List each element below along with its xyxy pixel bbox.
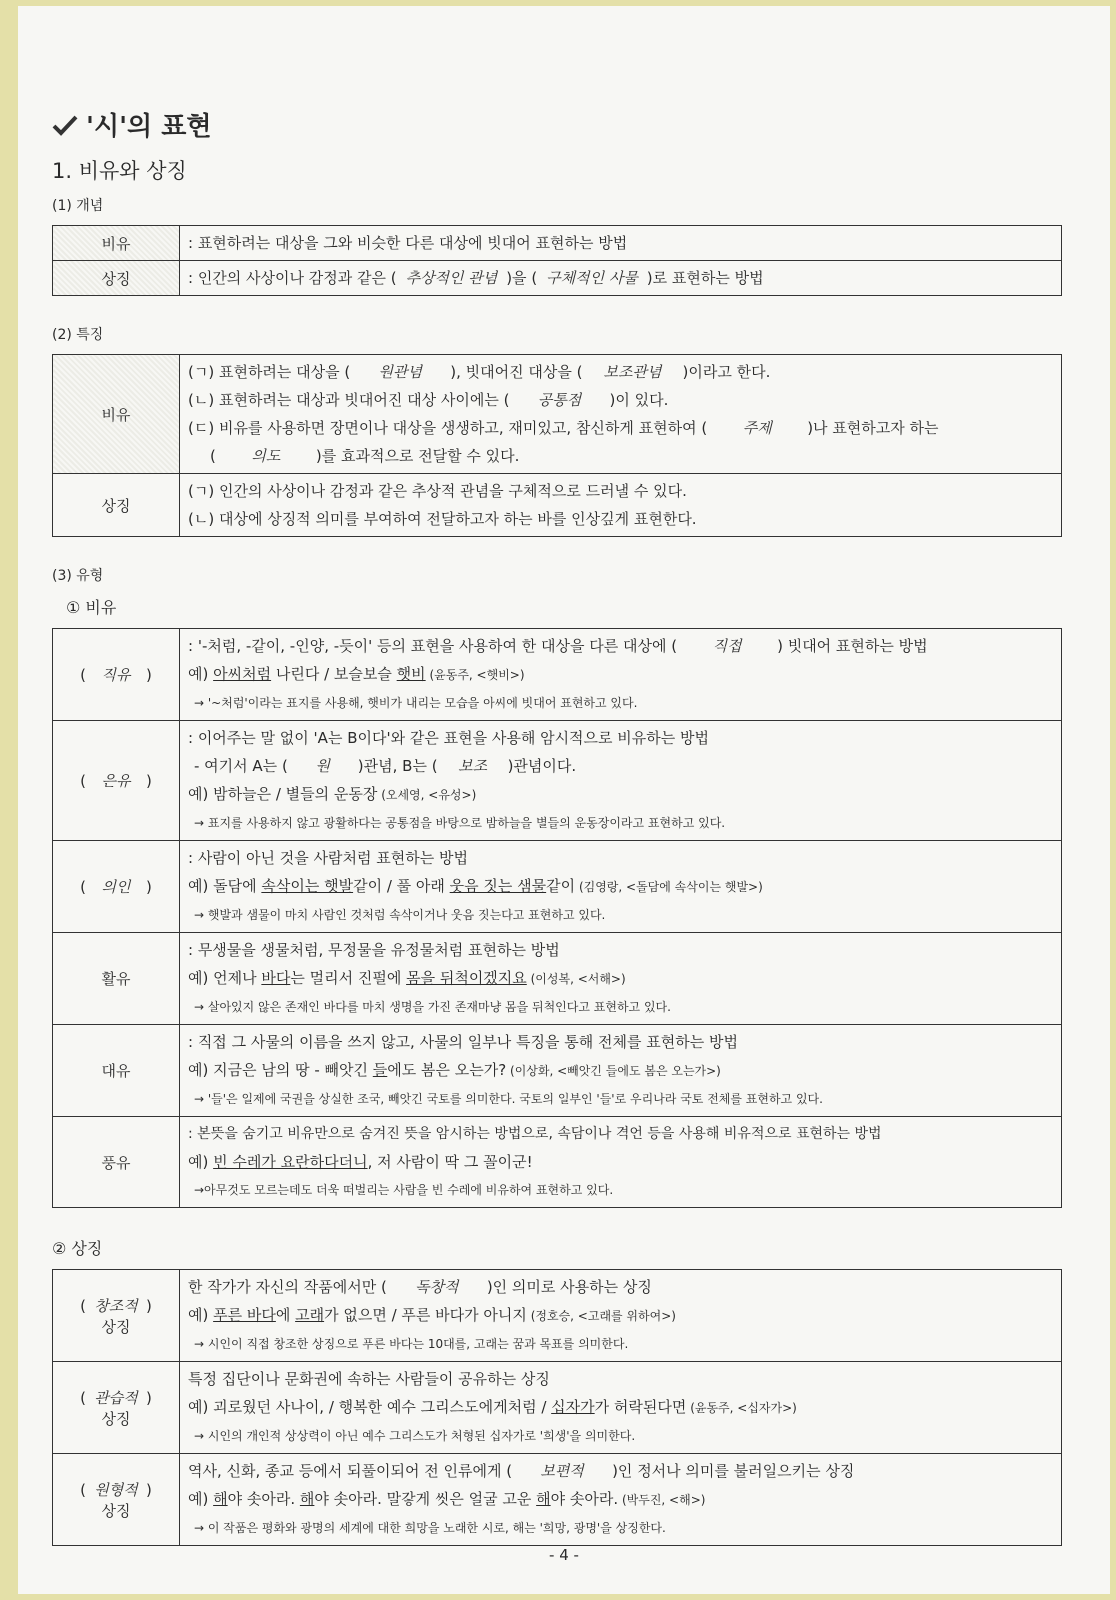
row-label: ( 원형적 ) 상징: [53, 1454, 180, 1546]
handwritten-answer: 추상적인 관념: [405, 269, 498, 287]
row-label: 비유: [53, 355, 180, 474]
row-text: 특정 집단이나 문화권에 속하는 사람들이 공유하는 상징 예) 괴로웠던 사나이, / 행복한 예수 그리스도에게처럼 / 십자가가 허락된다면 (윤동주, <십자가>) → 시인의 개인적 상상력이 아닌 예수 그리스도가 처형된 십자가로 '희생'을 의미한다.: [180, 1362, 1062, 1454]
check-icon: [52, 114, 78, 136]
row-text: (ㄱ) 인간의 사상이나 감정과 같은 추상적 관념을 구체적으로 드러낼 수 있다. (ㄴ) 대상에 상징적 의미를 부여하여 전달하고자 하는 바를 인상깊게 표현한다.: [180, 474, 1062, 537]
symbol-subheading: ② 상징: [52, 1239, 103, 1258]
table-row: [53, 474, 1062, 537]
row-text: : 이어주는 말 없이 'A는 B이다'와 같은 표현을 사용해 암시적으로 비유하는 방법 - 여기서 A는 ( 원 )관념, B는 ( 보조 )관념이다. 예) 밤하늘은 / 별들의 운동장 (오세영, <유성>) → 표지를 사용하지 않고 광활하다는 공통점을 바탕으로 밤하늘을 별들의 운동장이라고 표현하고 있다.: [180, 721, 1062, 841]
row-label: ( 은유 ): [53, 721, 180, 841]
handwritten-answer: 의도: [251, 447, 281, 465]
page-title: [52, 106, 1062, 143]
handwritten-answer: 보조관념: [603, 363, 662, 381]
row-label: 대유: [53, 1025, 180, 1117]
metaphor-types-table: [52, 628, 1062, 1208]
handwritten-answer: 독창적: [415, 1278, 459, 1296]
handwritten-answer: 창조적: [94, 1296, 138, 1315]
row-text: : 사람이 아닌 것을 사람처럼 표현하는 방법 예) 돌담에 속삭이는 햇발같이 / 풀 아래 웃음 짓는 샘물같이 (김영랑, <돌담에 속삭이는 햇발>) → 햇발과 샘물이 마치 사람인 것처럼 속삭이거나 웃음 짓는다고 표현하고 있다.: [180, 841, 1062, 933]
concept-heading: (1) 개념: [52, 198, 104, 214]
title-text: '시'의 표현: [86, 112, 212, 142]
row-label: ( 의인 ): [53, 841, 180, 933]
table-row: [53, 1117, 1062, 1208]
row-text: : 표현하려는 대상을 그와 비슷한 다른 대상에 빗대어 표현하는 방법: [180, 226, 1062, 261]
row-text: 한 작가가 자신의 작품에서만 ( 독창적 )인 의미로 사용하는 상징 예) 푸른 바다에 고래가 없으면 / 푸른 바다가 아니지 (정호승, <고래를 위하여>) → 시인이 직접 창조한 상징으로 푸른 바다는 10대를, 고래는 꿈과 목표를 의미한다.: [180, 1270, 1062, 1362]
row-text: (ㄱ) 표현하려는 대상을 ( 원관념 ), 빗대어진 대상을 ( 보조관념 )이라고 한다. (ㄴ) 표현하려는 대상과 빗대어진 대상 사이에는 ( 공통점 )이 있다. (ㄷ) 비유를 사용하면 장면이나 대상을 생생하고, 재미있고, 참신하게 표현하여 ( 주제 )나 표현하고자 하는 ( 의도 )를 효과적으로 전달할 수 있다.: [180, 355, 1062, 474]
row-text: : 무생물을 생물처럼, 무정물을 유정물처럼 표현하는 방법 예) 언제나 바다는 멀리서 진펄에 몸을 뒤척이겠지요 (이성복, <서해>) → 살아있지 않은 존재인 바다를 마치 생명을 가진 존재마냥 몸을 뒤척인다고 표현하고 있다.: [180, 933, 1062, 1025]
handwritten-answer: 공통점: [537, 391, 582, 409]
table-row: [53, 1025, 1062, 1117]
row-label: 상징: [53, 261, 180, 296]
row-text: : 직접 그 사물의 이름을 쓰지 않고, 사물의 일부나 특징을 통해 전체를 표현하는 방법 예) 지금은 남의 땅 - 빼앗긴 들에도 봄은 오는가? (이상화, <빼앗긴 들에도 봄은 오는가>) → '들'은 일제에 국권을 상실한 조국, 빼앗긴 국토를 의미한다. 국토의 일부인 '들'로 우리나라 국토 전체를 표현하고 있다.: [180, 1025, 1062, 1117]
row-text: : 본뜻을 숨기고 비유만으로 숨겨진 뜻을 암시하는 방법으로, 속담이나 격언 등을 사용해 비유적으로 표현하는 방법 예) 빈 수레가 요란하다더니, 저 사람이 딱 그 꼴이군! →아무것도 모르는데도 더욱 떠벌리는 사람을 빈 수레에 비유하여 표현하고 있다.: [180, 1117, 1062, 1208]
table-row: [53, 933, 1062, 1025]
concept-table: [52, 225, 1062, 296]
row-label: 풍유: [53, 1117, 180, 1208]
row-label: ( 관습적 ) 상징: [53, 1362, 180, 1454]
table-row: [53, 721, 1062, 841]
row-label: ( 창조적 ) 상징: [53, 1270, 180, 1362]
table-row: [53, 355, 1062, 474]
features-heading: (2) 특징: [52, 327, 104, 343]
handwritten-answer: 주제: [742, 419, 772, 437]
handwritten-answer: 직접: [712, 637, 742, 655]
handwritten-answer: 의인: [101, 878, 131, 896]
symbol-types-table: [52, 1269, 1062, 1546]
table-row: [53, 226, 1062, 261]
handwritten-answer: 구체적인 사물: [546, 269, 638, 287]
table-row: [53, 1270, 1062, 1362]
table-row: [53, 1454, 1062, 1546]
handwritten-answer: 보조: [458, 757, 488, 775]
row-text: : 인간의 사상이나 감정과 같은 ( 추상적인 관념 )을 ( 구체적인 사물 )로 표현하는 방법: [180, 261, 1062, 296]
handwritten-answer: 보편적: [540, 1462, 584, 1480]
metaphor-subheading: ① 비유: [66, 598, 117, 617]
row-label: 활유: [53, 933, 180, 1025]
table-row: [53, 629, 1062, 721]
row-label: 비유: [53, 226, 180, 261]
section-heading: 1. 비유와 상징: [52, 159, 187, 183]
features-table: [52, 354, 1062, 537]
handwritten-answer: 원: [315, 757, 331, 775]
handwritten-answer: 원형적: [94, 1480, 138, 1499]
table-row: [53, 261, 1062, 296]
row-text: 역사, 신화, 종교 등에서 되풀이되어 전 인류에게 ( 보편적 )인 정서나 의미를 불러일으키는 상징 예) 해야 솟아라. 해야 솟아라. 말갛게 씻은 얼굴 고운 해야 솟아라. (박두진, <해>) → 이 작품은 평화와 광명의 세계에 대한 희망을 노래한 시로, 해는 '희망, 광명'을 상징한다.: [180, 1454, 1062, 1546]
row-label: 상징: [53, 474, 180, 537]
handwritten-answer: 은유: [101, 772, 131, 790]
types-heading: (3) 유형: [52, 568, 104, 584]
row-label: ( 직유 ): [53, 629, 180, 721]
page-number: - 4 -: [549, 1546, 579, 1564]
content: [52, 106, 1062, 1546]
handwritten-answer: 원관념: [378, 363, 423, 381]
handwritten-answer: 관습적: [94, 1388, 138, 1407]
page: [18, 6, 1110, 1594]
handwritten-answer: 직유: [101, 666, 131, 684]
row-text: : '-처럼, -같이, -인양, -듯이' 등의 표현을 사용하여 한 대상을 다른 대상에 ( 직접 ) 빗대어 표현하는 방법 예) 아씨처럼 나린다 / 보슬보슬 햇비 (윤동주, <햇비>) → '~처럼'이라는 표지를 사용해, 햇비가 내리는 모습을 아씨에 빗대어 표현하고 있다.: [180, 629, 1062, 721]
table-row: [53, 841, 1062, 933]
table-row: [53, 1362, 1062, 1454]
